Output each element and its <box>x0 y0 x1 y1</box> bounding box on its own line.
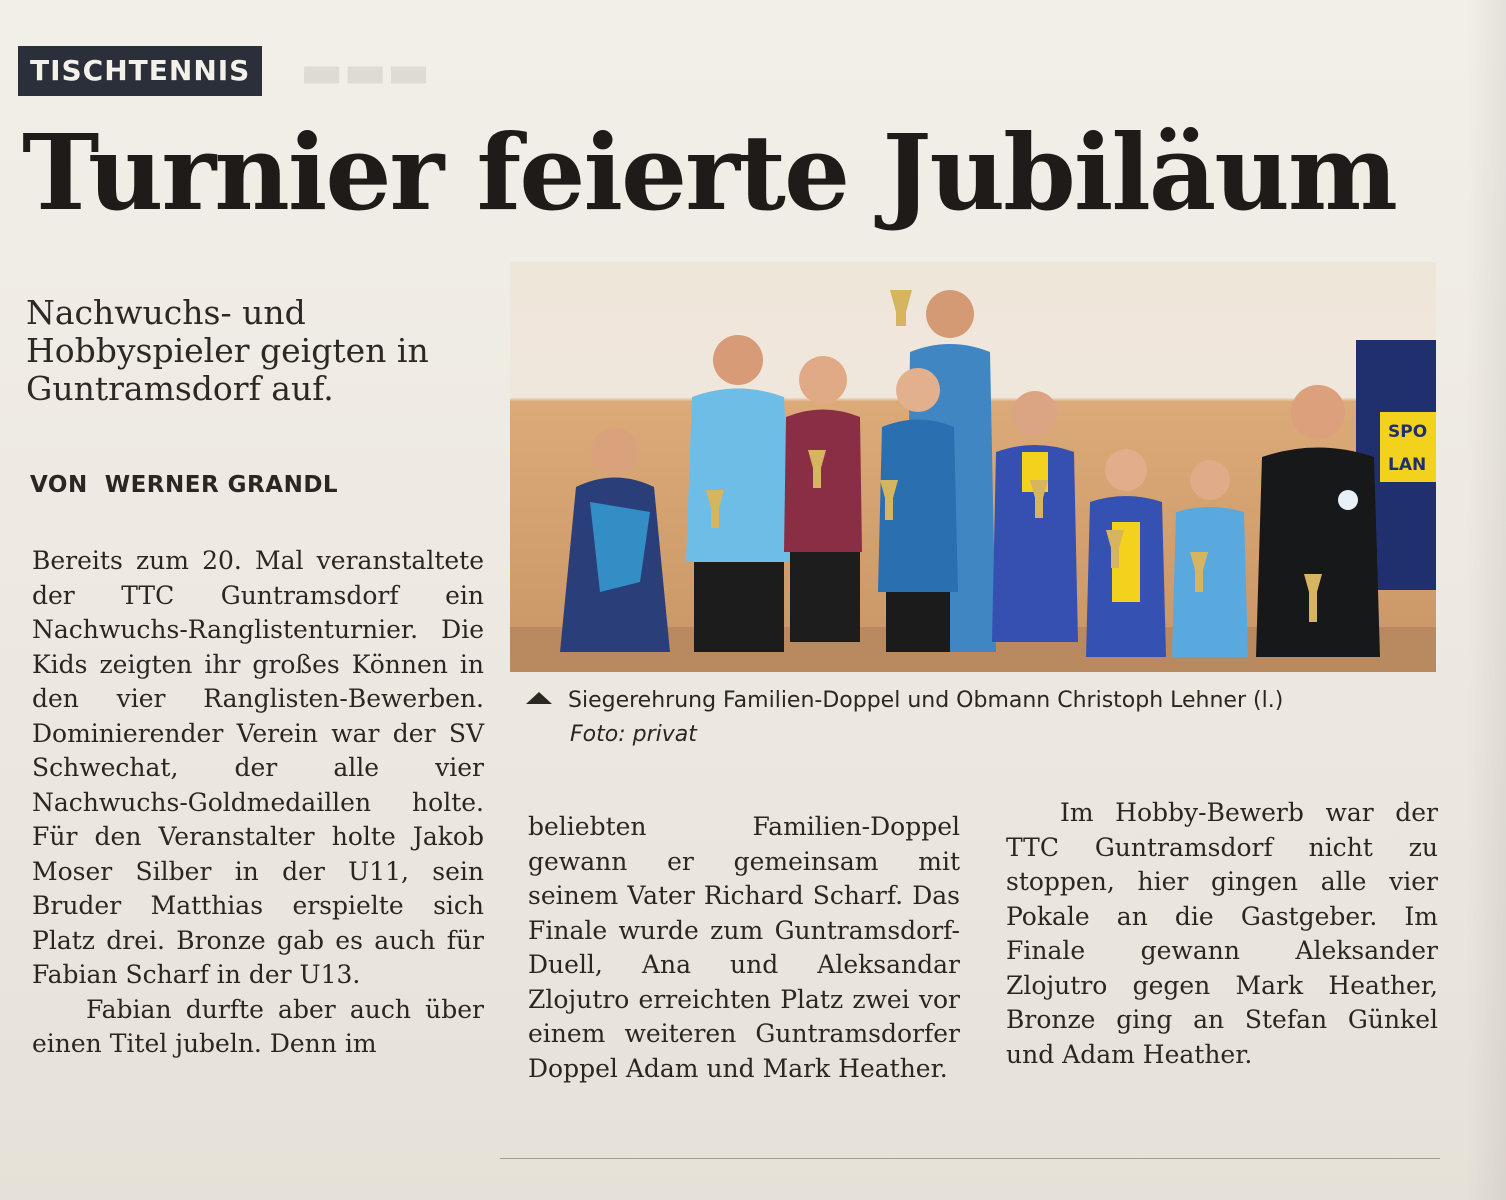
paragraph: Im Hobby-Bewerb war der TTC Guntramsdorf nicht zu stoppen, hier gingen alle vier Pokale an die Gastgeber. Im Finale gewann Aleksander Zlojutro gegen Mark Heather, Bronze ging an Stefan Günkel und Adam Heather. <box>1006 798 1438 1069</box>
byline: VON WERNER GRANDL <box>30 472 339 498</box>
paragraph: beliebten Familien-Doppel gewann er gemeinsam mit seinem Vater Richard Scharf. Das Finale wurde zum Guntramsdorf-Duell, Ana und Aleksandar Zlojutro erreichten Platz zwei vor einem weiteren Guntramsdorfer Doppel Adam und Mark Heather. <box>528 812 960 1083</box>
banner-text: SPO <box>1388 422 1428 442</box>
article-column-3 <box>1006 796 1438 1072</box>
paragraph: Bereits zum 20. Mal veranstaltete der TTC Guntramsdorf ein Nachwuchs-Ranglistenturnier. Die Kids zeigten ihr großes Können in den vier Ranglisten-Bewerben. Dominierender Verein war der SV Schwechat, der alle vier Nachwuchs-Goldmedaillen holte. Für den Veranstalter holte Jakob Moser Silber in der U11, sein Bruder Matthias erspielte sich Platz drei. Bronze gab es auch für Fabian Scharf in der U13. <box>32 546 484 989</box>
photo-illustration <box>510 262 1436 672</box>
subheadline: Nachwuchs- und Hobbyspieler geigten in Guntramsdorf auf. <box>26 293 429 408</box>
article-column-1 <box>32 544 484 1062</box>
photo-credit: Foto: privat <box>570 722 697 747</box>
section-label: TISCHTENNIS <box>18 46 262 96</box>
headline: Turnier feierte Jubiläum <box>22 111 1396 234</box>
photo-caption <box>526 684 1426 752</box>
article-column-2 <box>528 810 960 1086</box>
caption-arrow-icon <box>526 692 552 704</box>
show-through-text: ▬▬▬ <box>300 44 431 98</box>
divider <box>500 1158 1440 1159</box>
banner-text: LAN <box>1388 455 1427 475</box>
caption-text: Siegerehrung Familien-Doppel und Obmann Christoph Lehner (l.) <box>568 688 1284 713</box>
paragraph: Fabian durfte aber auch über einen Titel jubeln. Denn im <box>32 994 484 1058</box>
page-shadow <box>1466 0 1506 1200</box>
award-photo <box>510 262 1436 672</box>
